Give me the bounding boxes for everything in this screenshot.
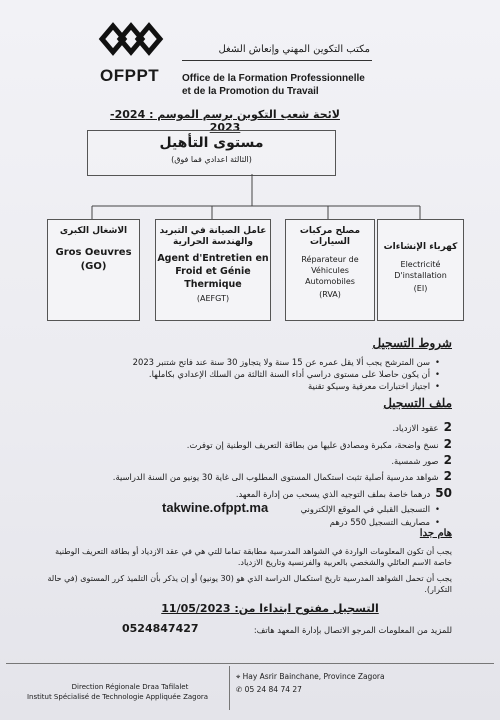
file-item-count: 2	[443, 453, 452, 467]
condition-item: • اجتياز اختبارات معرفية وسيكو تقنية	[308, 381, 440, 392]
phone-icon: ✆	[236, 685, 245, 694]
program-name-ar: عامل الصيانة في التبريد والهندسة الحرارية	[159, 226, 267, 247]
online-registration-label: • التسجيل القبلي في الموقع الإلكتروني	[301, 504, 440, 515]
program-card-ei	[377, 219, 464, 321]
important-heading: هام جدا	[419, 528, 452, 539]
file-heading: ملف التسجيل	[383, 396, 452, 410]
program-code: (GO)	[80, 261, 107, 272]
conditions-heading: شروط التسجيل	[372, 336, 452, 350]
file-item-text: صور شمسية.	[391, 456, 439, 466]
logo-text: OFPPT	[100, 66, 160, 85]
registration-fees: • مصاريف التسجيل 550 درهم	[330, 517, 440, 528]
file-item-text: نسخ واضحة، مكبرة ومصادق عليها من بطاقة التعريف الوطنية إن توفرت.	[186, 440, 439, 450]
important-item-text: يجب أن تحمل الشواهد المدرسية تاريخ استكمال الدراسة الذي هو (30 يونيو) أو إن يذكر بأن التلميذ كرر المستوى (في حالة التكرار).	[47, 574, 452, 594]
file-item-text: درهما خاصة بملف التوجيه الذي يسحب من إدارة المعهد.	[235, 489, 431, 499]
program-code: (RVA)	[319, 290, 341, 299]
org-tree-connector	[0, 174, 500, 224]
ofppt-logo-icon	[98, 18, 164, 60]
file-item-text: شواهد مدرسية أصلية تثبت استكمال المستوى المطلوب الى غاية 30 يونيو من السنة الدراسية.	[112, 472, 439, 482]
footer-divider	[229, 666, 230, 710]
program-card-aefgt	[155, 219, 271, 321]
location-pin-icon: ⌖	[236, 672, 243, 681]
list-title: لائحة شعب التكوين برسم الموسم : 2024-2023	[110, 108, 340, 134]
file-item-text: عقود الازدياد.	[392, 423, 439, 433]
file-item-count: 50	[435, 486, 452, 500]
important-item	[42, 546, 452, 568]
program-code: (AEFGT)	[196, 294, 230, 303]
file-item-5	[122, 482, 452, 501]
file-item-count: 2	[443, 420, 452, 434]
program-card-go	[47, 219, 140, 321]
footer-phone-text: 05 24 84 74 27	[244, 685, 302, 694]
program-name-ar: كهرباء الإنشاءات	[383, 242, 458, 252]
file-item-count: 2	[443, 437, 452, 451]
contact-phone: 0524847427	[122, 622, 199, 635]
registration-open-date: التسجيل مفتوح ابتداءا من: 11/05/2023	[161, 602, 379, 615]
program-card-rva	[285, 219, 375, 321]
registration-website-link[interactable]: takwine.ofppt.ma	[162, 500, 269, 515]
level-subtitle: (الثالثة اعدادي فما فوق)	[171, 155, 252, 164]
header-divider	[182, 60, 372, 61]
footer-phone	[236, 685, 302, 694]
footer-address	[236, 672, 385, 682]
program-code: (EI)	[413, 284, 428, 293]
program-name-fr: Agent d'Entretien en Froid et Génie Thermique	[157, 253, 269, 290]
program-name-fr: Réparateur de Véhicules Automobiles	[301, 255, 359, 286]
footer-institute: Institut Spécialisé de Technologie Appliquée Zagora	[26, 693, 209, 701]
important-item	[42, 573, 452, 595]
level-box	[87, 130, 336, 176]
program-name-fr: Electricité D'installation	[394, 260, 447, 280]
org-name-ar: مكتب التكوين المهني وإنعاش الشغل	[218, 44, 370, 55]
program-name-ar: الاشغال الكبرى	[59, 226, 128, 236]
important-item-text: يجب أن تكون المعلومات الواردة في الشواهد المدرسية مطابقة تماما للتي هي في عقد الازدياد أو بطاقة التعريف الوطنية خاصة الاسم العائلي والشخصي بالعربية والفرنسية وتاريخ الازدياد.	[55, 547, 452, 567]
footer-direction: Direction Régionale Draa Tafilalet	[71, 683, 189, 691]
condition-item: • أن يكون حاصلا على مستوى دراسي أداء السنة الثالثة من السلك الإعدادي بكاملها.	[149, 369, 440, 380]
program-name-fr: Gros Oeuvres	[55, 247, 132, 258]
org-name-fr-line1: Office de la Formation Professionnelle	[182, 73, 365, 84]
condition-item: • سن المترشح يجب ألا يقل عمره عن 15 سنة ولا يتجاوز 30 سنة عند فاتح شتنبر 2023	[133, 357, 440, 368]
org-name-fr-line2: et de la Promotion du Travail	[182, 86, 319, 97]
footer-address-text: Hay Asrir Bainchane, Province Zagora	[242, 672, 385, 681]
program-name-ar: مصلح مركبات السيارات	[299, 226, 361, 247]
file-item-count: 2	[443, 469, 452, 483]
level-title: مستوى التأهيل	[159, 135, 264, 151]
contact-text: للمزيد من المعلومات المرجو الاتصال بإدارة المعهد هاتف:	[253, 625, 452, 635]
